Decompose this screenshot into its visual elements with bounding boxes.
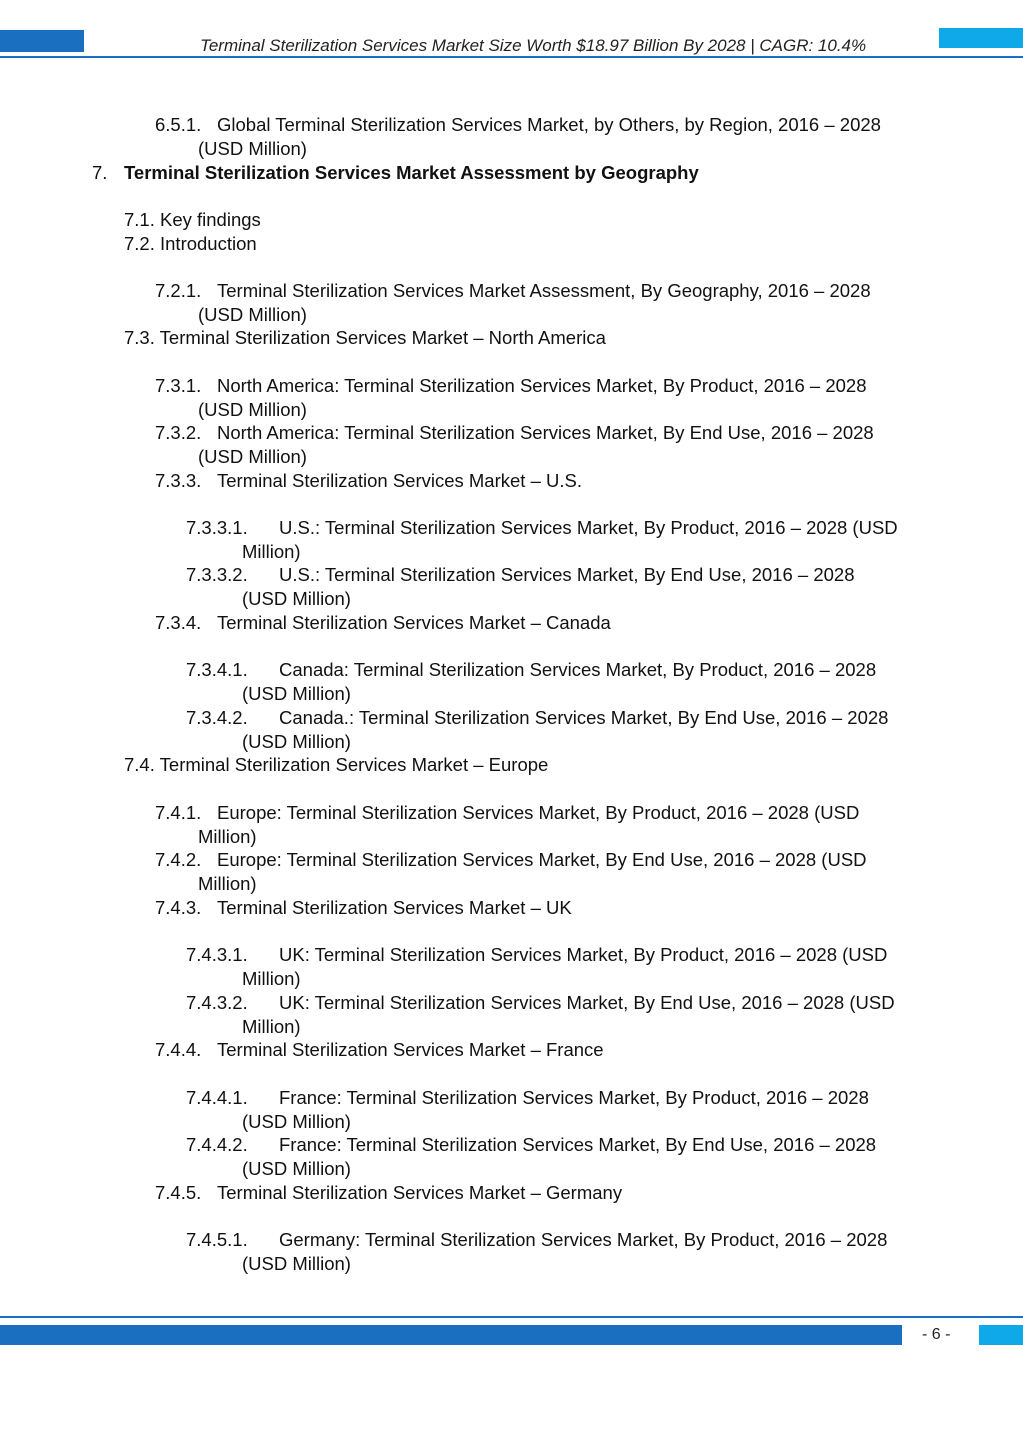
toc-entry-7-4-4 — [155, 1038, 604, 1062]
toc-entry-text: France: Terminal Sterilization Services Market, By Product, 2016 – 2028 — [279, 1087, 869, 1108]
toc-chapter-title: Terminal Sterilization Services Market Assessment by Geography — [124, 162, 699, 183]
toc-entry-number: 7.3.2. — [155, 422, 202, 443]
toc-entry-7-4 — [124, 753, 548, 777]
toc-entry-text: Europe: Terminal Sterilization Services Market, By End Use, 2016 – 2028 (USD — [217, 849, 867, 870]
header-accent-block-right — [939, 28, 1023, 48]
toc-entry-7-4-5 — [155, 1181, 622, 1205]
toc-entry-text: UK: Terminal Sterilization Services Market, By Product, 2016 – 2028 (USD — [279, 944, 888, 965]
toc-entry-7-3-3-2 — [186, 563, 854, 587]
toc-entry-number: 7.2. — [124, 233, 155, 254]
toc-entry-6-5-1 — [155, 113, 881, 137]
toc-entry-7-3-1 — [155, 374, 867, 398]
toc-entry-7-4-2 — [155, 848, 867, 872]
toc-entry-continuation: (USD Million) — [242, 588, 351, 609]
toc-entry-number: 7.4.3. — [155, 897, 202, 918]
toc-entry-number: 7.3.4. — [155, 612, 202, 633]
toc-entry-7-2-1 — [155, 279, 871, 303]
toc-entry-text: Terminal Sterilization Services Market – Canada — [217, 612, 611, 633]
toc-entry-text: France: Terminal Sterilization Services Market, By End Use, 2016 – 2028 — [279, 1134, 877, 1155]
header-accent-block-left — [0, 30, 84, 52]
toc-entry-number: 7.4.3.1. — [186, 944, 248, 965]
toc-entry-7-4-1 — [155, 801, 859, 825]
toc-entry-text: Terminal Sterilization Services Market – U.S. — [217, 470, 582, 491]
toc-entry-continuation: Million) — [242, 968, 301, 989]
toc-entry-number: 7.4.3.2. — [186, 992, 248, 1013]
toc-entry-text: Canada: Terminal Sterilization Services Market, By Product, 2016 – 2028 — [279, 659, 877, 680]
page-number: - 6 - — [922, 1326, 951, 1343]
toc-entry-continuation: (USD Million) — [198, 138, 307, 159]
toc-entry-continuation: (USD Million) — [242, 1253, 351, 1274]
toc-entry-7-4-4-1 — [186, 1086, 869, 1110]
toc-entry-text: North America: Terminal Sterilization Services Market, By End Use, 2016 – 2028 — [217, 422, 874, 443]
header-rule — [0, 56, 1023, 58]
toc-entry-continuation: Million) — [198, 873, 257, 894]
toc-entry-number: 7.4.5. — [155, 1182, 202, 1203]
toc-entry-text: Terminal Sterilization Services Market – North America — [159, 327, 606, 348]
toc-entry-number: 7. — [92, 162, 108, 183]
toc-entry-continuation: (USD Million) — [242, 731, 351, 752]
toc-entry-7-3-4-2 — [186, 706, 888, 730]
toc-entry-7-3-3 — [155, 469, 582, 493]
toc-entry-continuation: (USD Million) — [242, 1158, 351, 1179]
footer-rule — [0, 1316, 1023, 1318]
toc-entry-number: 7.4.4. — [155, 1039, 202, 1060]
toc-entry-text: Europe: Terminal Sterilization Services Market, By Product, 2016 – 2028 (USD — [217, 802, 860, 823]
toc-entry-continuation: (USD Million) — [198, 446, 307, 467]
toc-entry-number: 7.3.3.2. — [186, 564, 248, 585]
toc-entry-number: 7.2.1. — [155, 280, 202, 301]
toc-entry-number: 7.4.4.2. — [186, 1134, 248, 1155]
toc-entry-text: U.S.: Terminal Sterilization Services Market, By Product, 2016 – 2028 (USD — [279, 517, 898, 538]
toc-entry-text: Introduction — [160, 233, 257, 254]
toc-entry-text: Terminal Sterilization Services Market Assessment, By Geography, 2016 – 2028 — [217, 280, 871, 301]
toc-entry-number: 7.4. — [124, 754, 155, 775]
toc-entry-number: 7.3. — [124, 327, 155, 348]
toc-entry-number: 7.4.4.1. — [186, 1087, 248, 1108]
toc-entry-number: 6.5.1. — [155, 114, 202, 135]
toc-entry-7-4-4-2 — [186, 1133, 876, 1157]
toc-entry-continuation: (USD Million) — [198, 304, 307, 325]
toc-entry-text: Terminal Sterilization Services Market – UK — [217, 897, 572, 918]
toc-entry-7-3-2 — [155, 421, 874, 445]
toc-entry-number: 7.1. — [124, 209, 155, 230]
toc-chapter-7 — [92, 161, 699, 185]
toc-entry-text: Terminal Sterilization Services Market – France — [217, 1039, 604, 1060]
toc-entry-number: 7.4.2. — [155, 849, 202, 870]
toc-entry-7-3-3-1 — [186, 516, 898, 540]
toc-entry-text: U.S.: Terminal Sterilization Services Market, By End Use, 2016 – 2028 — [279, 564, 855, 585]
toc-entry-number: 7.3.3.1. — [186, 517, 248, 538]
toc-entry-text: North America: Terminal Sterilization Services Market, By Product, 2016 – 2028 — [217, 375, 867, 396]
toc-entry-text: Key findings — [160, 209, 261, 230]
toc-entry-7-4-3-1 — [186, 943, 887, 967]
toc-entry-7-4-3 — [155, 896, 572, 920]
toc-entry-7-4-3-2 — [186, 991, 895, 1015]
toc-entry-number: 7.3.4.2. — [186, 707, 248, 728]
running-header-title: Terminal Sterilization Services Market Size Worth $18.97 Billion By 2028 | CAGR: 10.4% — [200, 36, 867, 55]
toc-entry-7-3-4 — [155, 611, 611, 635]
toc-entry-7-1 — [124, 208, 261, 232]
toc-entry-7-4-5-1 — [186, 1228, 887, 1252]
toc-entry-continuation: (USD Million) — [242, 1111, 351, 1132]
toc-entry-number: 7.4.1. — [155, 802, 202, 823]
toc-entry-continuation: (USD Million) — [242, 683, 351, 704]
toc-entry-number: 7.3.3. — [155, 470, 202, 491]
toc-entry-continuation: (USD Million) — [198, 399, 307, 420]
toc-entry-continuation: Million) — [242, 541, 301, 562]
toc-entry-text: Terminal Sterilization Services Market – Germany — [217, 1182, 623, 1203]
toc-entry-text: Canada.: Terminal Sterilization Services Market, By End Use, 2016 – 2028 — [279, 707, 889, 728]
footer-accent-bar — [0, 1325, 902, 1345]
toc-entry-continuation: Million) — [242, 1016, 301, 1037]
toc-entry-text: Germany: Terminal Sterilization Services Market, By Product, 2016 – 2028 — [279, 1229, 888, 1250]
toc-entry-number: 7.3.4.1. — [186, 659, 248, 680]
toc-entry-number: 7.4.5.1. — [186, 1229, 248, 1250]
toc-entry-7-3-4-1 — [186, 658, 876, 682]
footer-accent-block-right — [979, 1325, 1023, 1345]
toc-entry-text: UK: Terminal Sterilization Services Market, By End Use, 2016 – 2028 (USD — [279, 992, 895, 1013]
toc-entry-number: 7.3.1. — [155, 375, 202, 396]
toc-entry-7-3 — [124, 326, 606, 350]
toc-entry-continuation: Million) — [198, 826, 257, 847]
toc-entry-text: Global Terminal Sterilization Services Market, by Others, by Region, 2016 – 2028 — [217, 114, 881, 135]
toc-entry-7-2 — [124, 232, 257, 256]
toc-entry-text: Terminal Sterilization Services Market – Europe — [159, 754, 549, 775]
